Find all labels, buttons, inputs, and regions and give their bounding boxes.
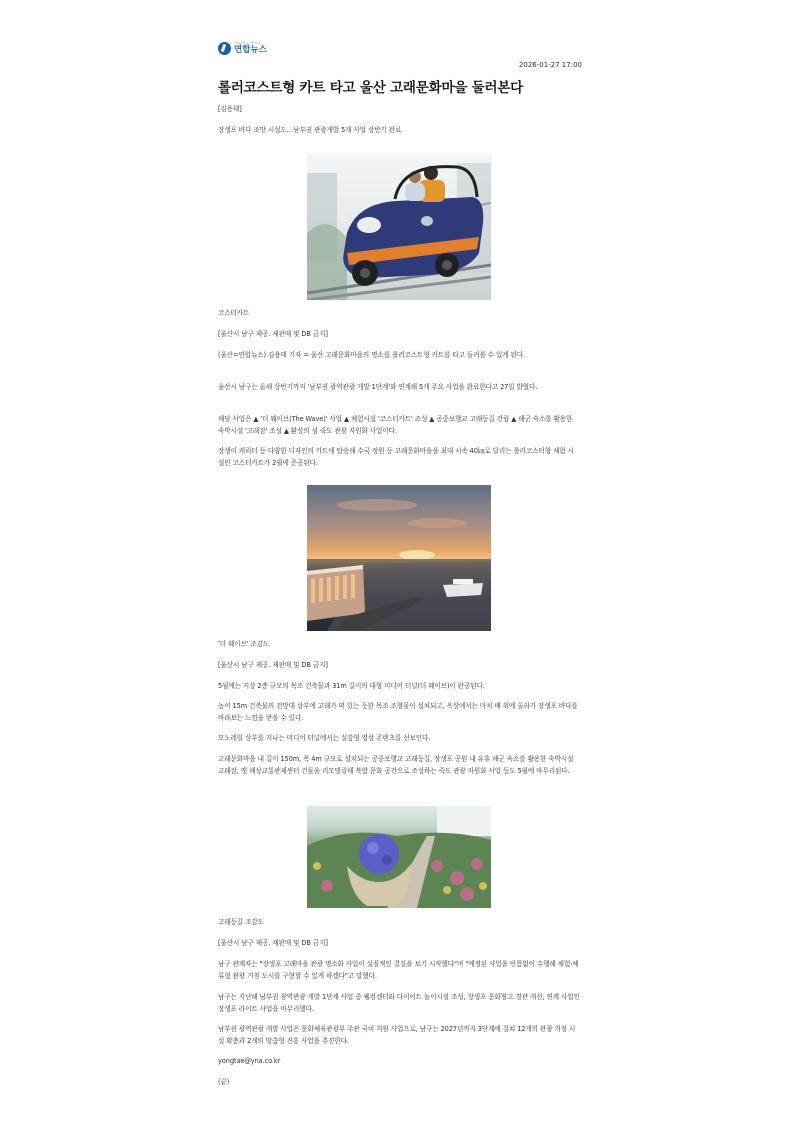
paragraph-5: 5월에는 지상 2층 규모의 목조 건축물과 31m 길이의 대형 미디어 터널(더 웨이브)이 완공된다.: [218, 682, 485, 690]
paragraph-9: 남구 관계자는 "장생포 고래마을 관광 명소화 사업이 실질적인 결실을 보기 시작했다"며 "예정된 사업을 빈틈없이 수행해 체험·체류형 관광 거점 도시를 구현할 수 있게 하겠다"고 말했다.: [218, 960, 579, 980]
whale-path-image: [307, 806, 491, 908]
paragraph-7: 모노레일 상부를 지나는 미디어 터널에서는 실감형 영상 콘텐츠를 선보인다.: [218, 734, 431, 742]
paragraph-1: (울산=연합뉴스) 김용태 기자 = 울산 고래문화마을의 명소를 롤러코스트형 카트를 타고 둘러볼 수 있게 된다.: [218, 351, 526, 359]
paragraph-10: 남구는 지난해 남부권 광역관광 개발 1단계 사업 중 웰컴센터와 다이어트 놀이시설 조성, 장생포 문화창고 경관 개선, 연계 사업인 장생포 라이트 사업을 마무리했다.: [218, 993, 580, 1013]
paragraph-3: 해당 사업은 ▲ '더 웨이브(The Wave)' 사업 ▲ 체험시설 '코스터카트' 조성 ▲ 공중보행교 고래등길 건립 ▲ 해군 숙소를 활용한 숙박시설 '고래잠' 조성 ▲ 환상의 섬 죽도 관광 자원화 사업이다.: [218, 415, 573, 435]
yonhap-logo[interactable]: [218, 42, 267, 55]
logo-tagline: 국가기간뉴스통신사: [234, 41, 261, 46]
paragraph-4: 장생이 캐릭터 등 다양한 디자인의 카트에 탑승해 수국 정원 등 고래문화마을을 최대 시속 40㎞로 달리는 롤러코스터형 체험 시설인 코스터카트가 2월에 준공된다.: [218, 447, 574, 467]
article-title: 롤러코스트형 카트 타고 울산 고래문화마을 둘러본다: [218, 80, 524, 96]
coaster-kart-image: [307, 153, 491, 300]
image3-caption: 고래등길 조감도: [218, 918, 264, 926]
byline: [김용태]: [218, 105, 242, 113]
paragraph-2: 울산시 남구는 올해 상반기까지 '남부권 광역관광 개발 1단계'와 연계해 5개 주요 사업을 완료한다고 27일 밝혔다.: [218, 383, 538, 391]
paragraph-8: 고래문화마을 내 길이 150m, 폭 4m 규모로 설치되는 공중보행교 고래등길, 장생포 공원 내 유휴 해군 숙소를 활용한 숙박시설 고래잠, 옛 해상교통관제센터 건물을 리모델링해 복합 문화 공간으로 조성하는 죽도 관광 자원화 사업 등도 5월에 마무리된다.: [218, 755, 574, 775]
author-email[interactable]: yongtae@yna.co.kr: [218, 1057, 281, 1065]
paragraph-11: 남부권 광역관광 개발 사업은 문화체육관광부 주관 국비 지원 사업으로, 남구는 2027년까지 3단계에 걸쳐 12개의 관광 거점 시설 확충과 2개의 맞춤형 진흥 사업을 추진한다.: [218, 1025, 576, 1045]
the-wave-image: [307, 485, 491, 631]
image1-caption: 코스터카트: [218, 309, 250, 317]
image3-credit: [울산시 남구 제공. 재판매 및 DB 금지]: [218, 939, 328, 947]
image1-credit: [울산시 남구 제공. 재판매 및 DB 금지]: [218, 330, 328, 338]
article-end: (끝): [218, 1078, 230, 1086]
image2-caption: '더 웨이브' 조감도: [218, 640, 270, 648]
logo-name: 연합뉴스: [234, 45, 267, 56]
yonhap-logo-icon: [218, 42, 231, 55]
article-subtitle: 장생포 바다 조망 시설도…남부권 관광개발 5개 사업 상반기 완료: [218, 126, 402, 134]
publish-datetime: 2026-01-27 17:00: [518, 61, 582, 69]
coaster-kart-illustration: [307, 153, 491, 300]
whale-path-illustration: [307, 806, 491, 908]
the-wave-illustration: [307, 485, 491, 631]
image2-credit: [울산시 남구 제공. 재판매 및 DB 금지]: [218, 661, 328, 669]
paragraph-6: 높이 15m 건축물의 전망대 상부에 고래가 떠 있는 듯한 목조 조형물이 설치되고, 옥상에서는 마치 배 위에 올라가 장생포 바다를 바라보는 느낌을 받을 수 있다.: [218, 702, 578, 722]
